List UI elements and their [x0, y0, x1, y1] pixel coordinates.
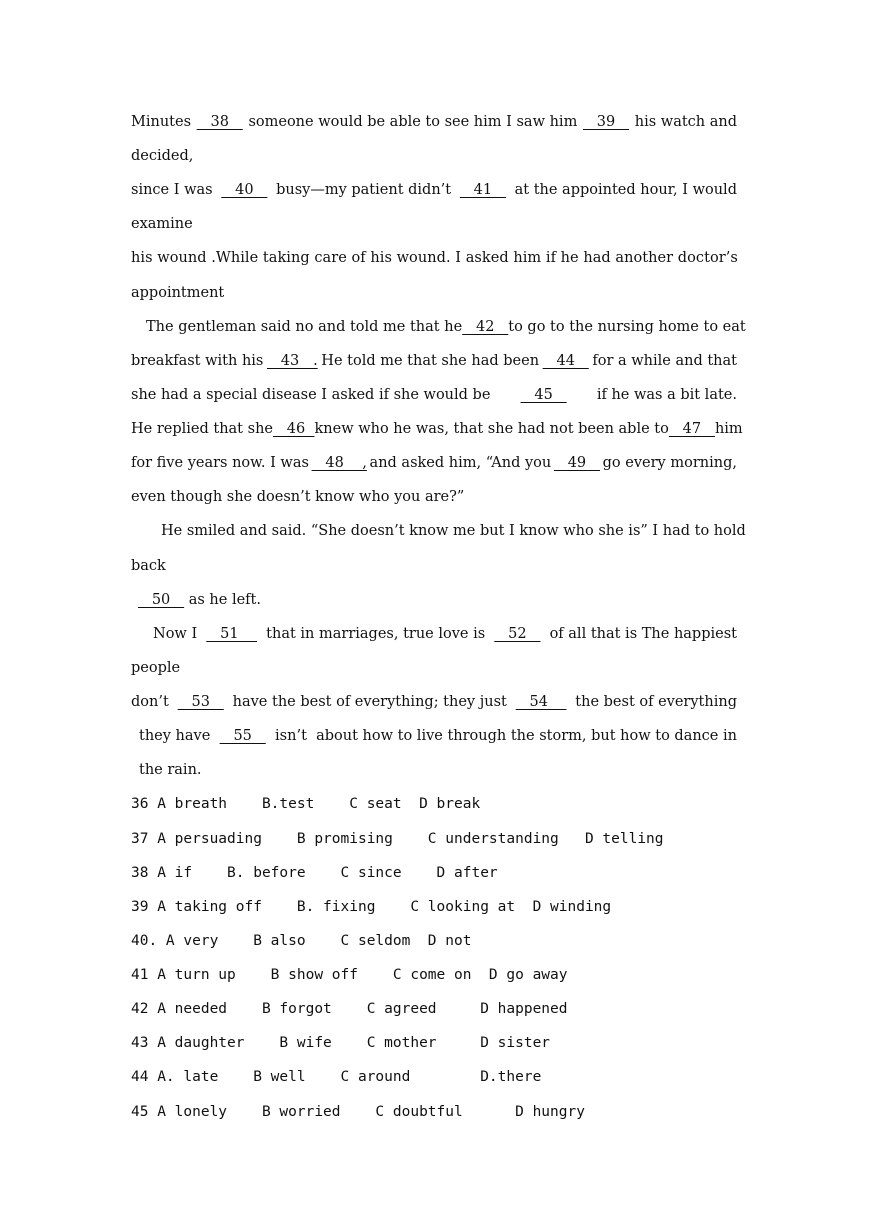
text-segment: for a while and that: [592, 353, 737, 369]
option-line-41: 41 A turn up B show off C come on D go away: [131, 967, 568, 983]
text-segment: He told me that she had been: [321, 353, 540, 369]
passage-line: [131, 454, 737, 472]
blank-40: 40: [221, 182, 268, 198]
text-segment: she had a special disease I asked if she would be: [131, 387, 491, 403]
text-segment: to go to the nursing home to eat: [508, 319, 746, 335]
text-segment: him: [714, 421, 743, 437]
passage-line: back: [131, 558, 166, 574]
text-segment: at the appointed hour, I would: [514, 182, 737, 198]
text-segment: since I was: [131, 182, 213, 198]
text-segment: his watch and: [634, 114, 737, 130]
text-segment: breakfast with his: [131, 353, 264, 369]
text-segment: He replied that she: [131, 421, 273, 437]
option-line-42: 42 A needed B forgot C agreed D happened: [131, 1001, 568, 1017]
passage-line: [131, 113, 737, 131]
option-line-39: 39 A taking off B. fixing C looking at D winding: [131, 899, 612, 915]
blank-47: 47: [668, 421, 715, 437]
blank-42: 42: [462, 319, 509, 335]
passage-line: people: [131, 660, 181, 676]
text-segment: the best of everything: [575, 694, 737, 710]
blank-45: 45: [520, 387, 567, 403]
blank-51: 51: [206, 626, 258, 642]
text-segment: that in marriages, true love is: [266, 626, 486, 642]
text-segment: of all that is The happiest: [549, 626, 737, 642]
blank-50: 50: [138, 592, 185, 608]
text-segment: as he left.: [188, 592, 261, 608]
text-segment: someone would be able to see him I saw him: [248, 114, 578, 130]
text-segment: and asked him, “And you: [369, 455, 552, 471]
option-line-45: 45 A lonely B worried C doubtful D hungry: [131, 1104, 585, 1120]
text-segment: The gentleman said no and told me that he: [146, 319, 463, 335]
text-segment: they have: [139, 728, 211, 744]
passage-line: [139, 727, 737, 745]
text-segment: have the best of everything; they just: [232, 694, 507, 710]
option-line-40: 40. A very B also C seldom D not: [131, 933, 472, 949]
blank-43: 43 .: [266, 353, 318, 369]
passage-line: [131, 420, 743, 438]
option-line-37: 37 A persuading B promising C understanding D telling: [131, 831, 664, 847]
passage-line: [131, 693, 737, 711]
blank-53: 53: [177, 694, 224, 710]
blank-41: 41: [459, 182, 506, 198]
passage-line: [131, 352, 737, 370]
blank-48: 48 ,: [311, 455, 367, 471]
passage-line: his wound .While taking care of his wound. I asked him if he had another doctor’s: [131, 250, 738, 266]
text-segment: if he was a bit late.: [596, 387, 737, 403]
blank-55: 55: [219, 728, 266, 744]
passage-line: decided,: [131, 148, 194, 164]
passage-line: [138, 591, 744, 609]
text-segment: Now I: [153, 626, 198, 642]
text-segment: isn’t about how to live through the storm, but how to dance in: [275, 728, 737, 744]
passage-line: [131, 386, 737, 404]
passage-line: [131, 181, 737, 199]
blank-46: 46: [272, 421, 315, 437]
option-line-44: 44 A. late B well C around D.there: [131, 1069, 542, 1085]
option-line-43: 43 A daughter B wife C mother D sister: [131, 1035, 551, 1051]
passage-line: [153, 625, 737, 643]
option-line-38: 38 A if B. before C since D after: [131, 865, 498, 881]
blank-38: 38: [196, 114, 243, 130]
blank-54: 54: [515, 694, 567, 710]
passage-line: He smiled and said. “She doesn’t know me but I know who she is” I had to hold: [161, 523, 746, 539]
blank-44: 44: [542, 353, 589, 369]
blank-39: 39: [582, 114, 630, 130]
text-segment: busy—my patient didn’t: [276, 182, 452, 198]
option-line-36: 36 A breath B.test C seat D break: [131, 796, 481, 812]
passage-line: examine: [131, 216, 193, 232]
text-segment: don’t: [131, 694, 169, 710]
passage-line: [146, 318, 746, 336]
text-segment: Minutes: [131, 114, 192, 130]
blank-49: 49: [553, 455, 600, 471]
passage-line: the rain.: [139, 762, 202, 778]
text-segment: knew who he was, that she had not been able to: [314, 421, 669, 437]
text-segment: go every morning,: [602, 455, 737, 471]
passage-line: even though she doesn’t know who you are?”: [131, 489, 465, 505]
text-segment: for five years now. I was: [131, 455, 309, 471]
passage-line: appointment: [131, 285, 225, 301]
blank-52: 52: [494, 626, 541, 642]
